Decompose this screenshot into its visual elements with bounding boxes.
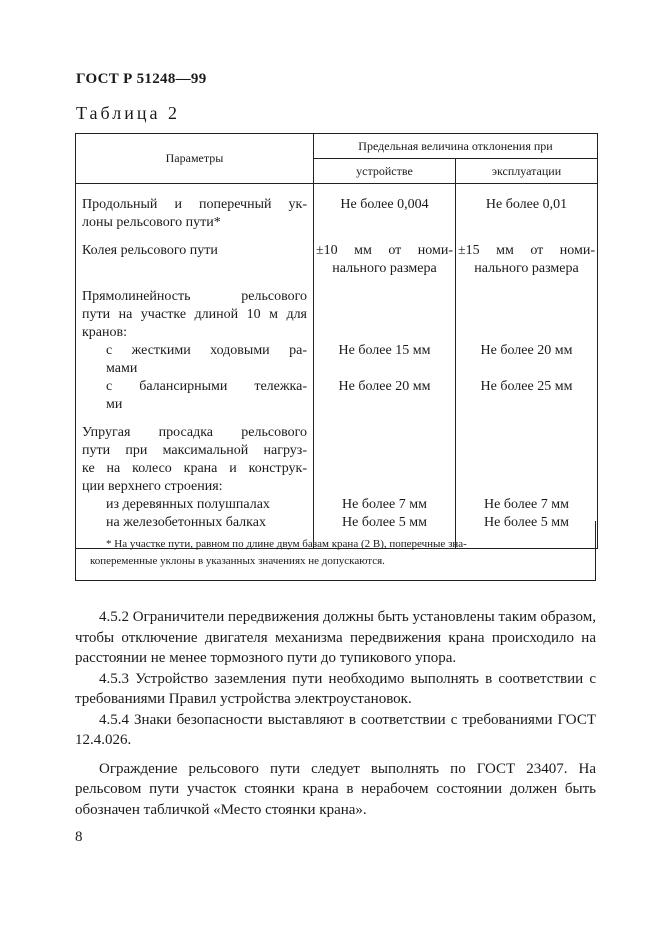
- operation-value: Не более 5 мм: [456, 514, 598, 532]
- page-number: 8: [75, 829, 83, 845]
- table-footnote: [75, 521, 596, 581]
- param-text: с балансирными тележка-: [106, 379, 307, 394]
- param-text: ции верхнего строения:: [82, 479, 223, 494]
- param-cell: [76, 196, 314, 232]
- paragraph-4-5-3: 4.5.3 Устройство заземления пути необходимо выполнять в соответствии с требованиями Правил устройства электроустановок.: [75, 670, 596, 707]
- operation-value: Не более 0,01: [456, 196, 598, 232]
- param-text: на железобетонных балках: [106, 515, 266, 530]
- column-header-operation: эксплуатации: [456, 159, 598, 184]
- value-text: ±15 мм от номи-: [458, 243, 595, 258]
- param-text: Упругая просадка рельсового: [82, 425, 307, 440]
- install-value: Не более 7 мм: [314, 496, 456, 514]
- paragraph-4-5-2: 4.5.2 Ограничители передвижения должны быть установлены таким образом, чтобы отключение двигателя механизма передвижения крана происходило на расстоянии не менее тормозного пути до тупикового упора.: [75, 609, 596, 666]
- param-text: Прямолинейность рельсового: [82, 289, 307, 304]
- value-text: нального размера: [474, 261, 579, 276]
- param-text: с жесткими ходовыми ра-: [106, 343, 307, 358]
- install-value: Не более 5 мм: [314, 514, 456, 532]
- table-row: [76, 242, 598, 278]
- param-cell: [76, 242, 314, 278]
- table-subrow: [76, 496, 598, 514]
- param-text: лоны рельсового пути*: [82, 215, 221, 230]
- table-subrow: [76, 342, 598, 378]
- value-text: нального размера: [332, 261, 437, 276]
- param-text: пути при максимальной нагруз-: [82, 443, 307, 458]
- param-text: кранов:: [82, 325, 128, 340]
- param-cell: [76, 378, 314, 414]
- install-value: Не более 15 мм: [314, 342, 456, 378]
- param-text: ми: [106, 397, 123, 412]
- operation-value: Не более 25 мм: [456, 378, 598, 414]
- table-title: Таблица 2: [76, 103, 180, 123]
- body-text: [75, 607, 596, 820]
- install-value: Не более 0,004: [314, 196, 456, 232]
- parameters-table: [75, 133, 598, 549]
- document-header: ГОСТ Р 51248—99: [76, 71, 207, 87]
- param-text: Продольный и поперечный ук-: [82, 197, 307, 212]
- operation-value: [456, 242, 598, 278]
- operation-value: Не более 7 мм: [456, 496, 598, 514]
- column-header-deviation: Предельная величина отклонения при: [314, 134, 598, 159]
- param-text: пути на участке длиной 10 м для: [82, 307, 307, 322]
- param-cell: [76, 342, 314, 378]
- paragraph-fencing: Ограждение рельсового пути следует выполнять по ГОСТ 23407. На рельсовом пути участок стоянки крана в нерабочем состоянии должен быть обозначен табличкой «Место стоянки крана».: [75, 760, 596, 818]
- footnote-text: копеременные уклоны в указанных значениях не допускаются.: [90, 555, 385, 567]
- table-row: [76, 288, 598, 342]
- footnote-text: * На участке пути, равном по длине двум базам крана (2 B), поперечные зна-: [106, 538, 467, 550]
- param-text: мами: [106, 361, 138, 376]
- column-header-parameters: Параметры: [76, 134, 314, 184]
- install-value: [314, 242, 456, 278]
- param-text: Колея рельсового пути: [82, 243, 218, 258]
- column-header-installation: устройстве: [314, 159, 456, 184]
- table-subrow: [76, 378, 598, 414]
- table-row: [76, 196, 598, 232]
- param-cell: [76, 424, 314, 496]
- paragraph-4-5-4: 4.5.4 Знаки безопасности выставляют в соответствии с требованиями ГОСТ 12.4.026.: [75, 711, 596, 748]
- table-row: [76, 424, 598, 496]
- param-text: ке на колесо крана и конструк-: [82, 461, 307, 476]
- param-cell: [76, 496, 314, 514]
- operation-value: Не более 20 мм: [456, 342, 598, 378]
- value-text: ±10 мм от номи-: [316, 243, 453, 258]
- param-cell: [76, 288, 314, 342]
- install-value: Не более 20 мм: [314, 378, 456, 414]
- param-text: из деревянных полушпалах: [106, 497, 270, 512]
